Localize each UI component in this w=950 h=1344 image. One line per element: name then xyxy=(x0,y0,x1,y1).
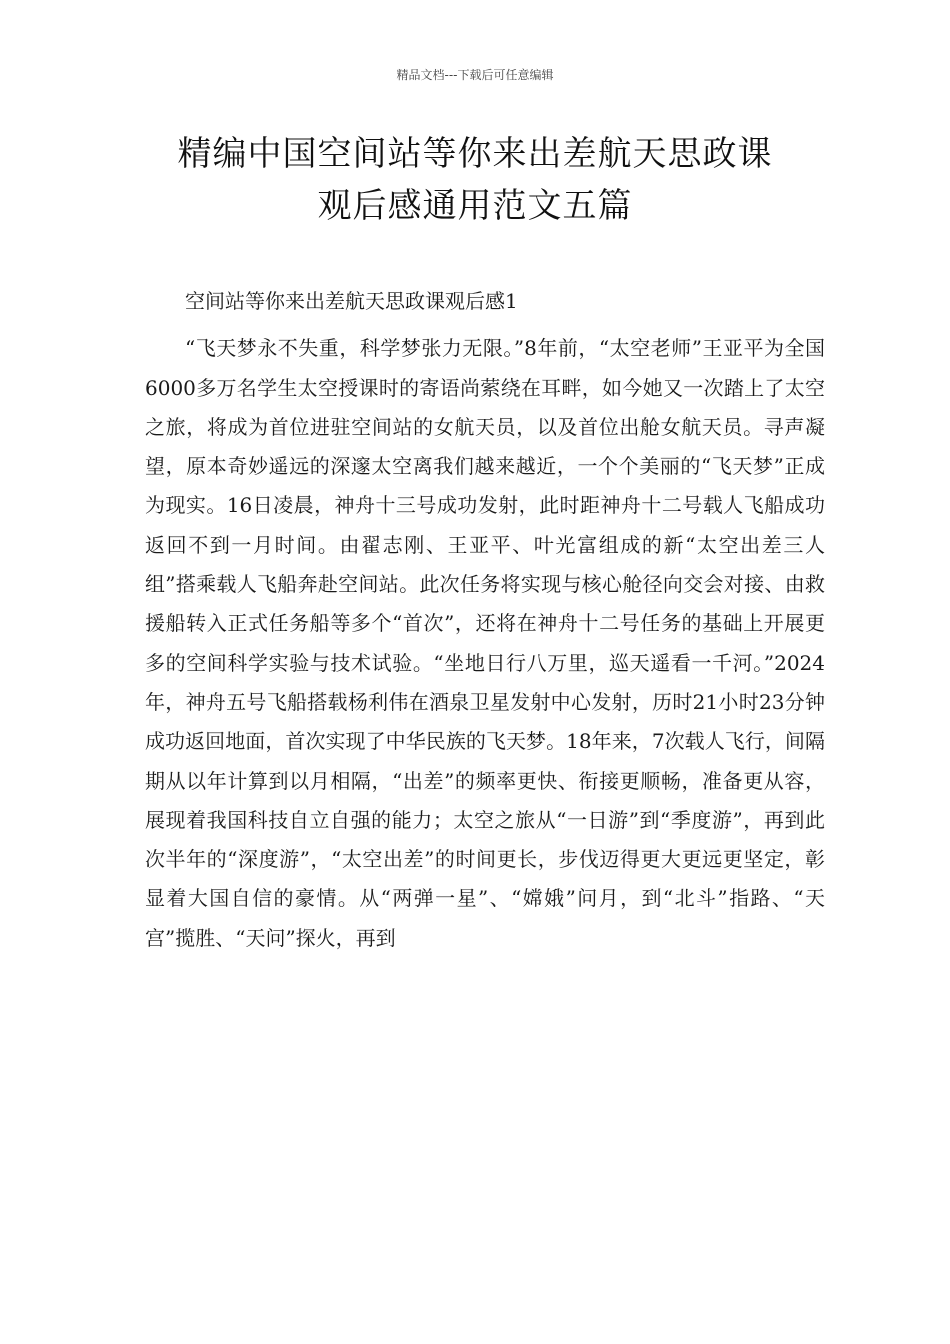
page-header-note: 精品文档---下载后可任意编辑 xyxy=(396,68,554,82)
document-body xyxy=(145,282,825,958)
document-title-line-2: 观后感通用范文五篇 xyxy=(317,186,633,226)
body-paragraph: “飞天梦永不失重，科学梦张力无限。”8年前，“太空老师”王亚平为全国6000多万名学生太空授课时的寄语尚萦绕在耳畔，如今她又一次踏上了太空之旅，将成为首位进驻空间站的女航天员，以及首位出舱女航天员。寻声凝望，原本奇妙遥远的深邃太空离我们越来越近，一个个美丽的“飞天梦”正成为现实。16日凌晨，神舟十三号成功发射，此时距神舟十二号载人飞船成功返回不到一月时间。由翟志刚、王亚平、叶光富组成的新“太空出差三人组”搭乘载人飞船奔赴空间站。此次任务将实现与核心舱径向交会对接、由救援船转入正式任务船等多个“首次”，还将在神舟十二号任务的基础上开展更多的空间科学实验与技术试验。“坐地日行八万里，巡天遥看一千河。”2024年，神舟五号飞船搭载杨利伟在酒泉卫星发射中心发射，历时21小时23分钟成功返回地面，首次实现了中华民族的飞天梦。18年来，7次载人飞行，间隔期从以年计算到以月相隔，“出差”的频率更快、衔接更顺畅，准备更从容，展现着我国科技自立自强的能力；太空之旅从“一日游”到“季度游”，再到此次半年的“深度游”，“太空出差”的时间更长，步伐迈得更大更远更坚定，彰显着大国自信的豪情。从“两弹一星”、“嫦娥”问月，到“北斗”指路、“天宫”揽胜、“天问”探火，再到 xyxy=(145,336,825,950)
section-heading: 空间站等你来出差航天思政课观后感1 xyxy=(185,289,518,313)
document-title xyxy=(120,128,830,232)
document-title-line-1: 精编中国空间站等你来出差航天思政课 xyxy=(177,134,773,174)
